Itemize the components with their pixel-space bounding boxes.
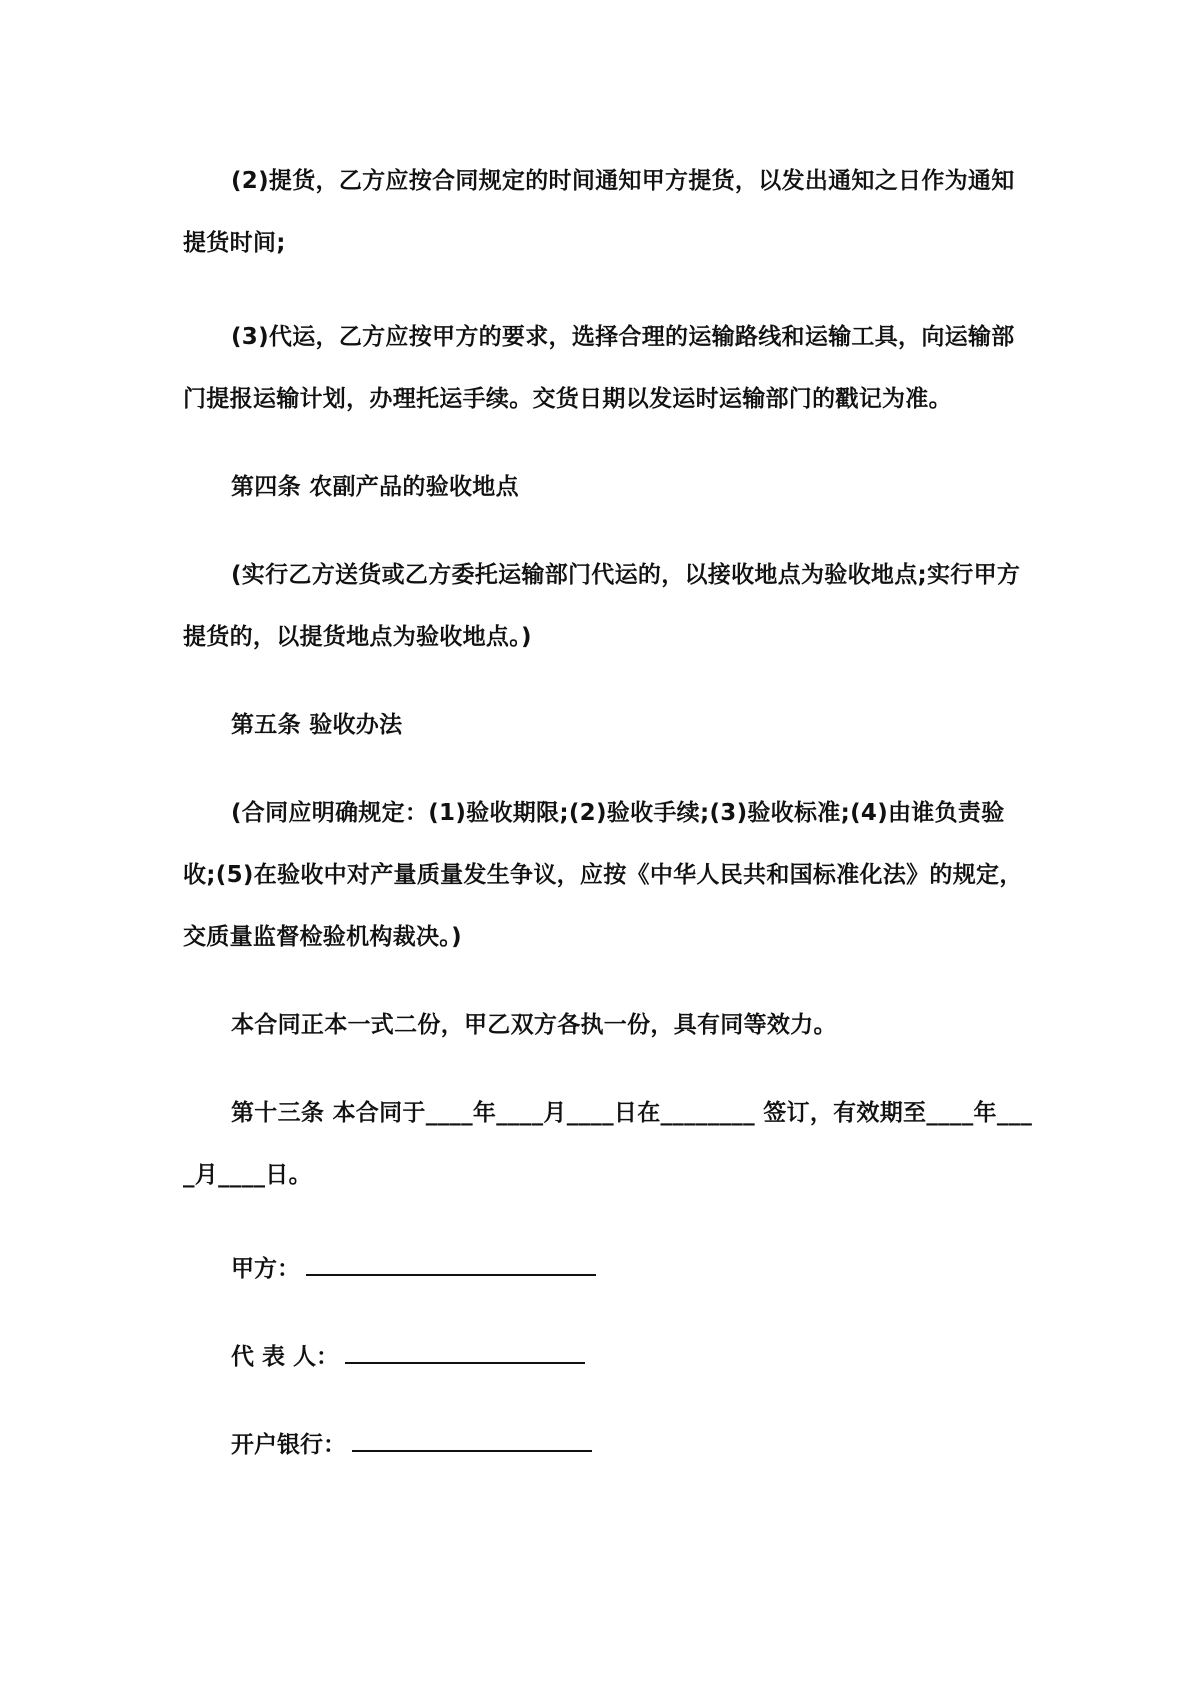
party-a-signature-line xyxy=(306,1250,596,1276)
document-body xyxy=(183,150,1033,1476)
representative-signature-row xyxy=(183,1326,1033,1388)
party-a-label: 甲方： xyxy=(231,1256,300,1282)
representative-signature-line xyxy=(345,1338,585,1364)
paragraph-delivery-pickup: (2)提货，乙方应按合同规定的时间通知甲方提货，以发出通知之日作为通知提货时间; xyxy=(183,168,1015,256)
article-4-heading: 第四条 农副产品的验收地点 xyxy=(231,474,519,500)
bank-signature-row xyxy=(183,1414,1033,1476)
article-4-body: (实行乙方送货或乙方委托运输部门代运的，以接收地点为验收地点;实行甲方提货的，以提货地点为验收地点。) xyxy=(183,562,1021,650)
article-5-heading: 第五条 验收办法 xyxy=(231,712,403,738)
article-13-validity: 第十三条 本合同于____年____月____日在________ 签订，有效期至____年____月____日。 xyxy=(183,1100,1033,1188)
party-a-signature-row xyxy=(183,1238,1033,1300)
article-5-body: (合同应明确规定：(1)验收期限;(2)验收手续;(3)验收标准;(4)由谁负责验收;(5)在验收中对产量质量发生争议，应按《中华人民共和国标准化法》的规定，交质量监督检验机构裁决。) xyxy=(183,800,1023,950)
copies-clause: 本合同正本一式二份，甲乙双方各执一份，具有同等效力。 xyxy=(231,1012,837,1038)
bank-label: 开户银行： xyxy=(231,1432,346,1458)
bank-signature-line xyxy=(352,1426,592,1452)
paragraph-delivery-transport: (3)代运，乙方应按甲方的要求，选择合理的运输路线和运输工具，向运输部门提报运输计划，办理托运手续。交货日期以发运时运输部门的戳记为准。 xyxy=(183,324,1015,412)
representative-label: 代 表 人： xyxy=(231,1344,340,1370)
